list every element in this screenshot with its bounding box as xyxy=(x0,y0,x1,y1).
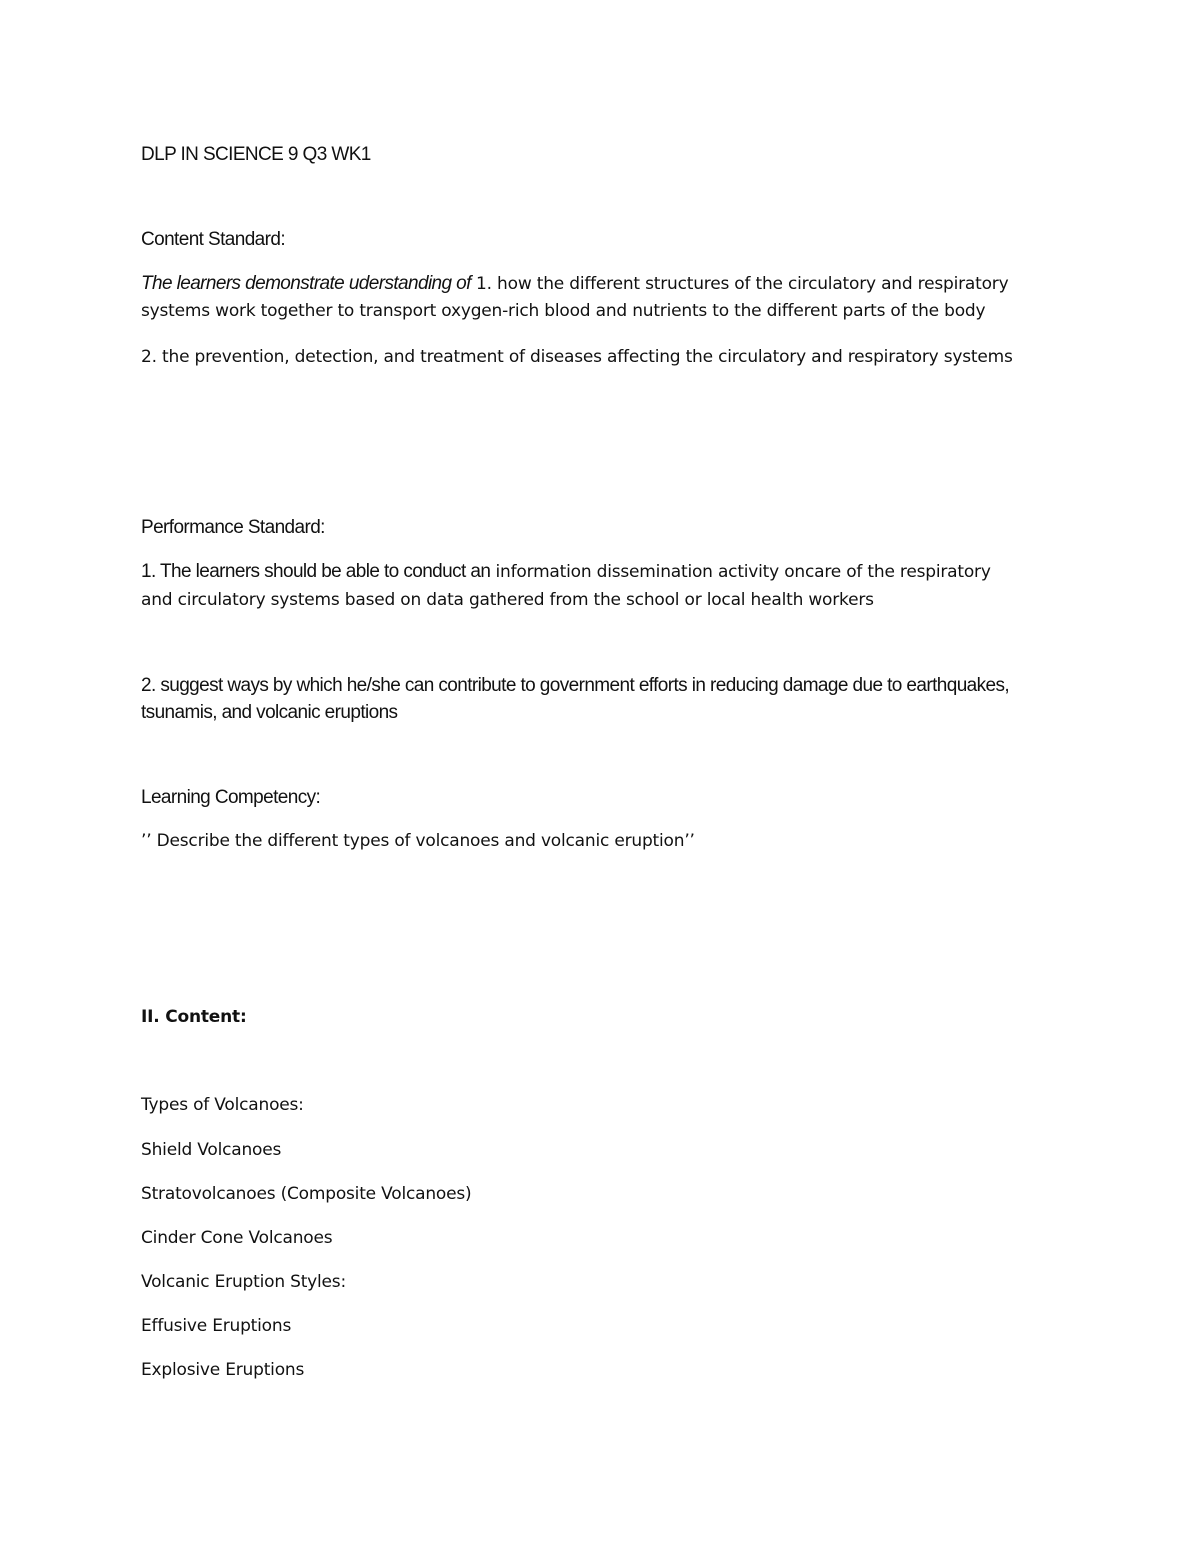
content-standard-item1-line1 xyxy=(141,270,1008,298)
content-heading: II. Content: xyxy=(141,1007,247,1027)
performance-standard-item2-line1: 2. suggest ways by which he/she can contribute to government efforts in reducing damage due to earthquakes, xyxy=(141,675,1010,696)
content-standard-heading: Content Standard: xyxy=(141,229,286,250)
eruption-style-item: Effusive Eruptions xyxy=(141,1316,292,1336)
document-title: DLP IN SCIENCE 9 Q3 WK1 xyxy=(141,144,371,165)
content-standard-item1-line2: systems work together to transport oxygen-rich blood and nutrients to the different parts of the body xyxy=(141,301,986,321)
eruption-style-item: Explosive Eruptions xyxy=(141,1360,305,1380)
content-standard-intro: The learners demonstrate uderstanding of xyxy=(141,273,471,294)
performance-standard-heading: Performance Standard: xyxy=(141,517,325,538)
content-standard-item2: 2. the prevention, detection, and treatment of diseases affecting the circulatory and respiratory systems xyxy=(141,347,1013,367)
volcano-type-item: Stratovolcanoes (Composite Volcanoes) xyxy=(141,1184,472,1204)
volcano-type-item: Shield Volcanoes xyxy=(141,1140,282,1160)
learning-competency-text: ’’ Describe the different types of volcanoes and volcanic eruption’’ xyxy=(141,831,695,851)
performance-standard-item1-end: information dissemination activity oncare of the respiratory xyxy=(490,562,991,582)
eruption-styles-heading: Volcanic Eruption Styles: xyxy=(141,1272,346,1292)
performance-standard-item1-line2: and circulatory systems based on data gathered from the school or local health workers xyxy=(141,590,874,610)
learning-competency-heading: Learning Competency: xyxy=(141,787,321,808)
types-of-volcanoes-heading: Types of Volcanoes: xyxy=(141,1095,304,1115)
volcano-type-item: Cinder Cone Volcanoes xyxy=(141,1228,333,1248)
performance-standard-item1-line1 xyxy=(141,558,991,586)
performance-standard-item1-start: 1. The learners should be able to conduct an xyxy=(141,561,491,582)
performance-standard-item2-line2: tsunamis, and volcanic eruptions xyxy=(141,702,398,723)
content-standard-item1-text: 1. how the different structures of the circulatory and respiratory xyxy=(470,274,1009,294)
